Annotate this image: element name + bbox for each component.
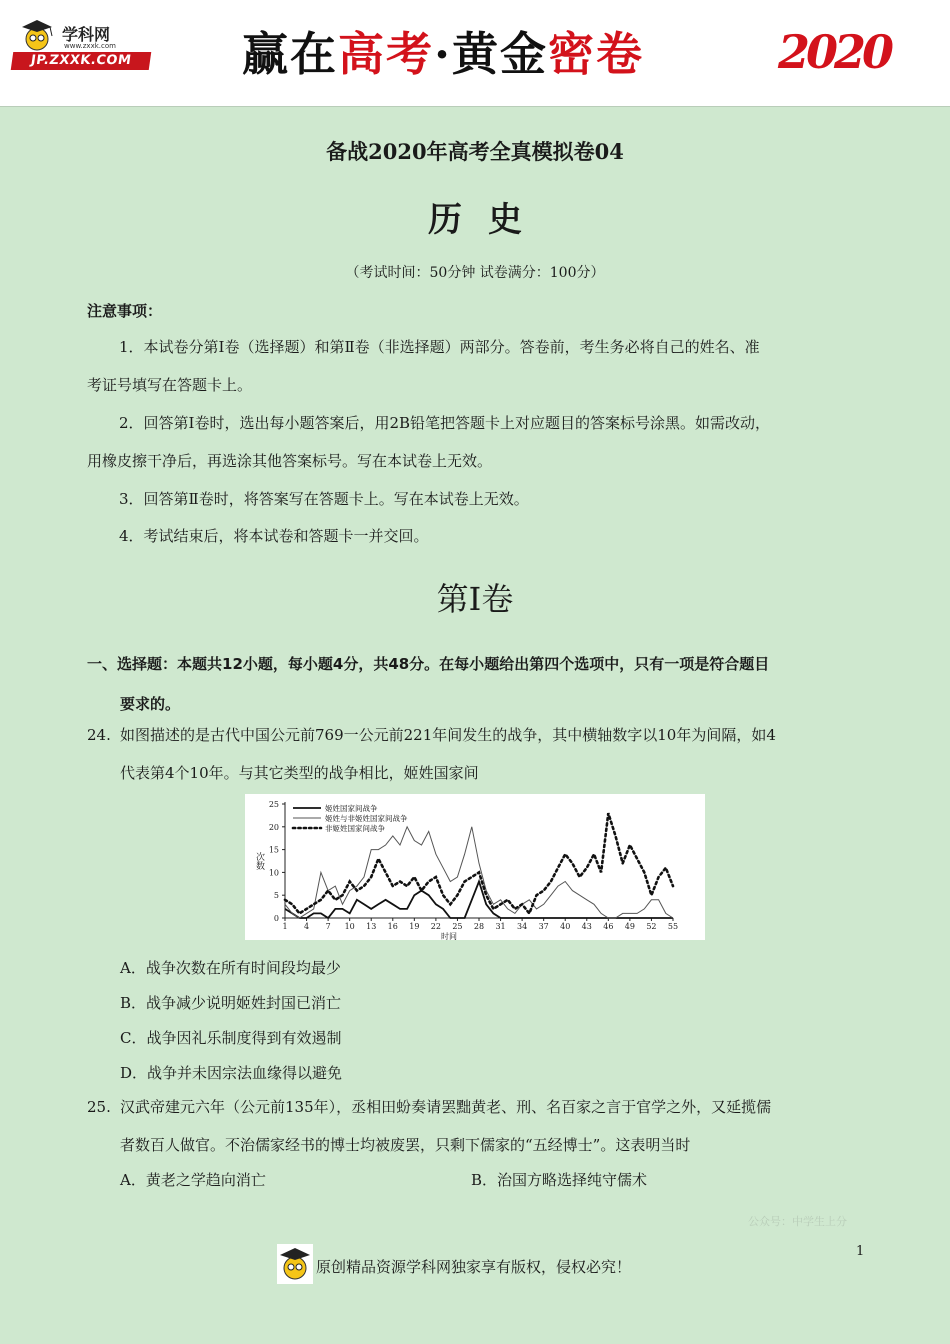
x-tick-label: 49: [624, 922, 635, 931]
slogan-part-2: 高考: [338, 27, 434, 81]
note-item-3: [87, 480, 857, 518]
slogan-part-3: 黄金: [452, 27, 549, 81]
logo-small-url: www.zxxk.com: [64, 42, 116, 50]
y-tick-label: 15: [268, 845, 279, 855]
y-tick-label: 0: [273, 914, 279, 923]
x-tick-label: 34: [517, 922, 528, 931]
note-item-1: [87, 328, 857, 404]
note-item-4: [87, 517, 857, 555]
war-chart: [245, 794, 705, 940]
question-section-heading: [87, 644, 867, 724]
slogan-part-4: 密卷: [548, 27, 645, 81]
x-tick-label: 31: [495, 922, 506, 931]
q24-option-b[interactable]: B．战争减少说明姬姓封国已消亡: [120, 994, 342, 1012]
question-section-line-1: 一、选择题：本题共12小题，每小题4分，共48分。在每小题给出第四个选项中，只有一项是符合题目: [87, 655, 770, 673]
x-tick-label: 4: [304, 922, 310, 931]
note-item-2: [87, 404, 857, 480]
copyright-notice: 原创精品资源学科网独家享有版权，侵权必究！: [316, 1258, 632, 1276]
page-title: 备战2020年高考全真模拟卷04: [326, 139, 624, 164]
y-tick-label: 10: [268, 868, 279, 878]
x-tick-label: 1: [282, 922, 288, 931]
question-25-number: 25.: [87, 1098, 111, 1116]
x-tick-label: 55: [667, 922, 679, 931]
zxxk-logo[interactable]: [12, 18, 152, 76]
question-section-line-2: 要求的。: [120, 695, 181, 713]
x-tick-label: 37: [538, 922, 549, 931]
q24-option-a[interactable]: A．战争次数在所有时间段均最少: [120, 959, 341, 977]
x-tick-label: 19: [409, 922, 420, 931]
note-2-line-1: 2．回答第Ⅰ卷时，选出每小题答案后，用2B铅笔把答题卡上对应题目的答案标号涂黑。如需改动，: [119, 414, 771, 432]
year-badge: 2020: [778, 25, 891, 79]
page-header: [0, 0, 950, 107]
question-24: [87, 716, 867, 792]
q25-option-a[interactable]: A．黄老之学趋向消亡: [120, 1171, 266, 1189]
x-tick-label: 43: [581, 922, 592, 931]
series-line-1: [285, 882, 673, 919]
question-25-line-1: 汉武帝建元六年（公元前135年），丞相田蚡奏请罢黜黄老、刑、名百家之言于官学之外，又延揽儒: [120, 1098, 772, 1116]
x-tick-label: 10: [344, 922, 355, 931]
mascot-icon: [14, 18, 60, 52]
section-title: 第Ⅰ卷: [436, 580, 514, 618]
y-tick-label: 5: [273, 891, 279, 901]
y-tick-label: 20: [268, 822, 279, 832]
war-chart-svg: [245, 794, 705, 940]
slogan-dot: ·: [434, 27, 453, 81]
x-axis-label: 时间: [441, 932, 457, 940]
mascot-icon: [277, 1244, 313, 1284]
logo-url: JP.ZXXK.COM: [11, 52, 152, 70]
x-tick-label: 22: [430, 922, 441, 931]
question-25-line-2: 者数百人做官。不治儒家经书的博士均被废罢，只剩下儒家的“五经博士”。这表明当时: [120, 1136, 691, 1154]
exam-info: （考试时间：50分钟 试卷满分：100分）: [345, 265, 605, 281]
x-tick-label: 52: [646, 922, 657, 931]
x-tick-label: 13: [366, 922, 377, 931]
x-tick-label: 7: [325, 922, 331, 931]
note-1-line-1: 1．本试卷分第Ⅰ卷（选择题）和第Ⅱ卷（非选择题）两部分。答卷前，考生务必将自己的姓名、准: [119, 338, 760, 356]
x-tick-label: 28: [473, 922, 485, 931]
slogan: [242, 22, 722, 86]
y-tick-label: 25: [268, 800, 279, 809]
question-24-line-2: 代表第4个10年。与其它类型的战争相比，姬姓国家间: [120, 764, 479, 782]
note-4-line-1: 4．考试结束后，将本试卷和答题卡一并交回。: [119, 527, 429, 545]
notes-heading: 注意事项：: [87, 302, 163, 320]
q24-option-c[interactable]: C．战争因礼乐制度得到有效遏制: [120, 1029, 342, 1047]
y-axis-label: 次数: [254, 852, 264, 870]
x-tick-label: 25: [452, 922, 463, 931]
x-tick-label: 46: [603, 922, 614, 931]
x-tick-label: 40: [560, 922, 571, 931]
legend-label-3: 非姬姓国家间战争: [325, 824, 385, 833]
note-2-line-2: 用橡皮擦干净后，再选涂其他答案标号。写在本试卷上无效。: [87, 452, 493, 470]
q25-option-b[interactable]: B．治国方略选择纯守儒术: [471, 1171, 648, 1189]
legend-label-2: 姬姓与非姬姓国家间战争: [325, 814, 408, 823]
x-tick-label: 16: [387, 922, 398, 931]
question-24-line-1: 如图描述的是古代中国公元前769一公元前221年间发生的战争，其中横轴数字以10年为间隔，如4: [120, 726, 776, 744]
subject-title: 历史: [428, 200, 548, 240]
note-1-line-2: 考证号填写在答题卡上。: [87, 376, 253, 394]
logo-name: 学科网: [62, 25, 111, 44]
question-24-number: 24.: [87, 726, 111, 744]
watermark: 公众号：中学生上分: [748, 1215, 847, 1228]
question-25: [87, 1088, 867, 1164]
slogan-part-1: 赢在: [242, 27, 338, 81]
q24-option-d[interactable]: D．战争并未因宗法血缘得以避免: [120, 1064, 343, 1082]
legend-label-1: 姬姓国家间战争: [325, 804, 378, 813]
note-3-line-1: 3．回答第Ⅱ卷时，将答案写在答题卡上。写在本试卷上无效。: [119, 490, 529, 508]
page-number: 1: [856, 1244, 865, 1259]
